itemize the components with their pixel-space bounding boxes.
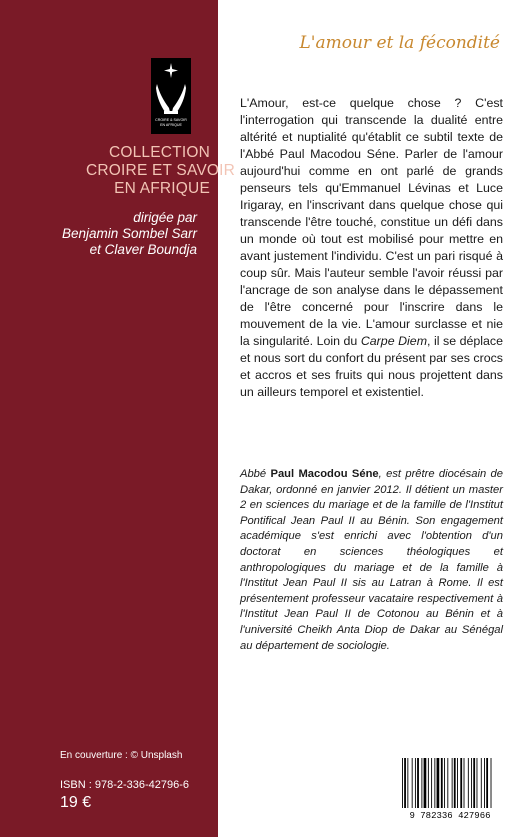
bio-prefix: Abbé — [240, 468, 271, 480]
barcode-bar — [415, 758, 416, 808]
bio-text: , est prêtre diocésain de Dakar, ordonné en janvier 2012. Il détient un master 2 en sciences du mariage et de la famille de l'Institut Pontifical Jean Paul II au Bénin. Son engagement académique s'est enrichi avec l'obtention d'un doctorat en sciences théologiques et anthropologiques du mariage et de la famille à l'Institut Jean Paul II sis au Latran à Rome. Il est présentement professeur vacataire respectivement à l'Institut Jean Paul II de Cotonou au Bénin et à l'université Cheikh Anta Diop de Dakar au Sénégal au département de sociologie. — [240, 468, 503, 652]
barcode-digits: 9 782336 427966 — [409, 811, 491, 820]
logo-text-2: EN AFRIQUE — [160, 123, 182, 127]
barcode — [394, 756, 506, 820]
book-title: L'amour et la fécondité — [299, 33, 500, 53]
blurb-italic: Carpe Diem — [360, 334, 428, 348]
barcode-bar — [468, 758, 469, 808]
barcode-bar — [486, 758, 488, 808]
directed-by — [40, 210, 197, 258]
sidebar-panel — [0, 0, 236, 837]
barcode-bar — [404, 758, 406, 808]
author-bio — [240, 467, 503, 654]
barcode-bar — [477, 758, 478, 808]
barcode-bar — [460, 758, 462, 808]
barcode-bar — [491, 758, 492, 808]
blurb-part-2: , il se déplace et nous sort du confort du présent par ses crocs et accros et ses fruits qui nous projettent dans un ailleurs temporel et existentiel. — [240, 334, 504, 399]
directed-by-line: dirigée par — [133, 210, 197, 225]
barcode-bar — [431, 758, 432, 808]
barcode-bar — [441, 758, 443, 808]
collection-line: EN AFRIQUE — [114, 180, 210, 197]
barcode-bar — [428, 758, 429, 808]
collection-line: CROIRE ET SAVOIR — [86, 162, 236, 179]
logo-text-1: CROIRE & SAVOIR — [155, 118, 187, 122]
barcode-bar — [452, 758, 453, 808]
barcode-bar — [464, 758, 465, 808]
barcode-bar — [424, 758, 427, 808]
barcode-bar — [473, 758, 475, 808]
barcode-bar — [412, 758, 413, 808]
directed-by-line: Benjamin Sombel Sarr — [61, 226, 197, 241]
barcode-bar — [417, 758, 419, 808]
barcode-bar — [444, 758, 445, 808]
collection-line: COLLECTION — [108, 144, 210, 161]
barcode-bar — [457, 758, 458, 808]
barcode-bar — [402, 758, 403, 808]
price: 19 € — [60, 794, 92, 811]
collection-logo — [151, 58, 191, 134]
barcode-bar — [454, 758, 456, 808]
cover-credit: En couverture : © Unsplash — [60, 750, 183, 761]
isbn: ISBN : 978-2-336-42796-6 — [60, 779, 190, 791]
barcode-bar — [481, 758, 482, 808]
barcode-bar — [421, 758, 422, 808]
barcode-bar — [471, 758, 472, 808]
barcode-bar — [434, 758, 435, 808]
barcode-bar — [447, 758, 448, 808]
blurb-part-1: L'Amour, est-ce quelque chose ? C'est l'interrogation qui transcende la dualité entre altérité et nuptialité qu'établit ce subtil texte de l'Abbé Paul Macodou Séne. Parler de l'amour aujourd'hui comme en ont parlé de grands penseurs tels qu'Emmanuel Lévinas et Luce Irigaray, en l'inscrivant dans quelque chose qui transcende l'être touché, constitue un défi dans un monde où tout est mobilisé pour mettre en avant justement l'individu. C'est un pari risqué à coup sûr. Mais l'auteur semble l'avoir réussi par l'ancrage de son analyse dans le dépassement de l'être concerné pour l'inscrire dans le mouvement de la vie. L'amour surclasse et nie la singularité. Loin du — [240, 96, 503, 348]
collection-name — [86, 144, 236, 198]
author-name: Paul Macodou Séne — [270, 468, 379, 480]
barcode-bar — [437, 758, 440, 808]
blurb-text — [240, 95, 503, 401]
barcode-bar — [484, 758, 485, 808]
directed-by-line: et Claver Boundja — [89, 242, 197, 257]
barcode-bar — [407, 758, 408, 808]
